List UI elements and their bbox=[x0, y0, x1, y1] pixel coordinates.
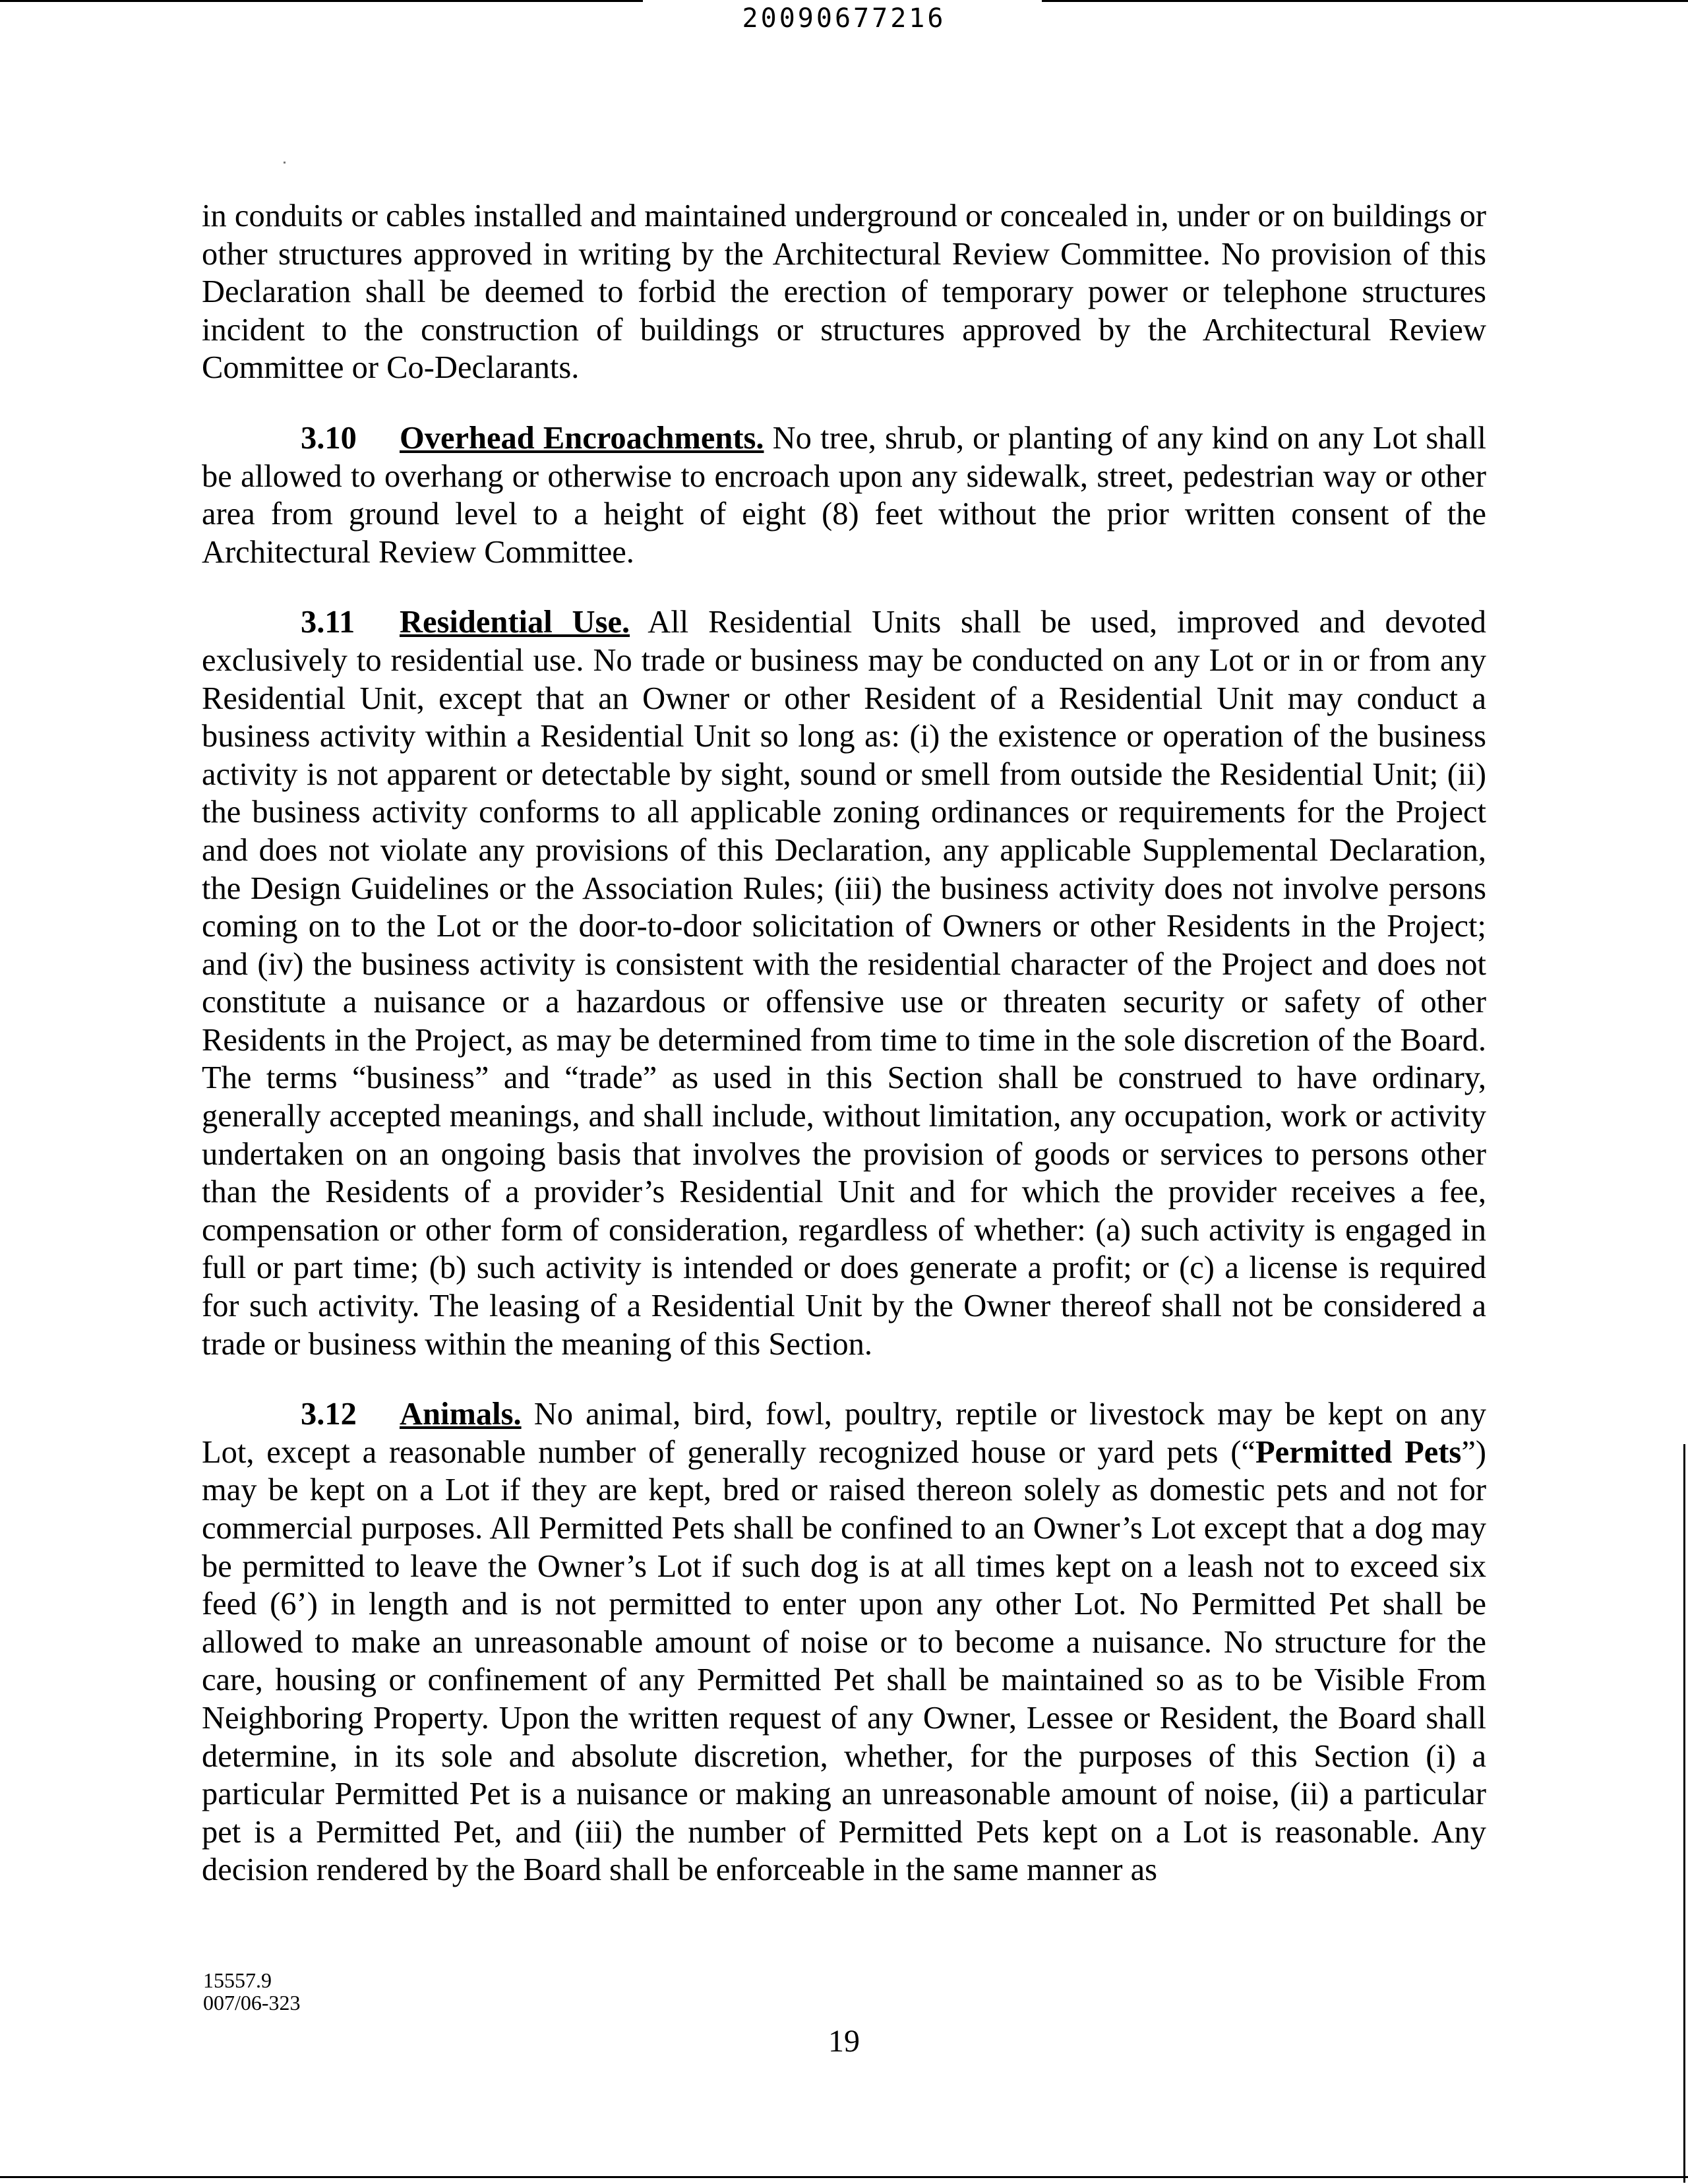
scan-border-top-left bbox=[0, 0, 643, 2]
scan-border-bottom bbox=[0, 2176, 1688, 2178]
page-number: 19 bbox=[828, 2024, 860, 2059]
section-number: 3.12 bbox=[301, 1397, 357, 1432]
section-text-continued: ”) may be kept on a Lot if they are kept, bred or raised thereon solely as domestic pets and not for commercial purposes. All Permitted Pets shall be confined to an Owner’s Lot except that a dog may be permitted to leave the Owner’s Lot if such dog is at all times kept on a leash not to exceed six feed (6’) in length and is not permitted to enter upon any other Lot. No Permitted Pet shall be allowed to make an unreasonable amount of noise or to become a nuisance. No structure for the care, housing or confinement of any Permitted Pet shall be maintained so as to be Visible From Neighboring Property. Upon the written request of any Owner, Lessee or Resident, the Board shall determine, in its sole and absolute discretion, whether, for the purposes of this Section (i) a particular Permitted Pet is a nuisance or making an unreasonable amount of noise, (ii) a particular pet is a Permitted Pet, and (iii) the number of Permitted Pets kept on a Lot is reasonable. Any decision rendered by the Board shall be enforceable in the same manner as bbox=[202, 1434, 1486, 1888]
scan-border-top-right bbox=[1042, 0, 1688, 2]
section-text: No animal, bird, fowl, poultry, reptile or livestock may be kept on any Lot, except a reasonable number of generally recognized house or yard pets (“ bbox=[202, 1397, 1486, 1470]
section-text: No tree, shrub, or planting of any kind on any Lot shall be allowed to overhang or otherwise to encroach upon any sidewalk, street, pedestrian way or other area from ground level to a height of eight (8) feet without the prior written consent of the Architectural Review Committee. bbox=[202, 420, 1486, 570]
footer-code-line-1: 15557.9 bbox=[203, 1968, 272, 1992]
section-number: 3.11 bbox=[301, 605, 355, 640]
section-3-12 bbox=[202, 1395, 1486, 1889]
section-title: Residential Use. bbox=[400, 605, 630, 640]
scan-border-right bbox=[1683, 1444, 1685, 2183]
section-text: All Residential Units shall be used, improved and devoted exclusively to residential use. No trade or business may be conducted on any Lot or in or from any Residential Unit, except that an Owner or other Resident of a Residential Unit may conduct a business activity within a Residential Unit so long as: (i) the existence or operation of the business activity is not apparent or detectable by sight, sound or smell from outside the Residential Unit; (ii) the business activity conforms to all applicable zoning ordinances or requirements for the Project and does not violate any provisions of this Declaration, any applicable Supplemental Declaration, the Design Guidelines or the Association Rules; (iii) the business activity does not involve persons coming on to the Lot or the door-to-door solicitation of Owners or other Residents in the Project; and (iv) the business activity is consistent with the residential character of the Project and does not constitute a nuisance or a hazardous or offensive use or threaten security or safety of other Residents in the Project, as may be determined from time to time in the sole discretion of the Board. The terms “business” and “trade” as used in this Section shall be construed to have ordinary, generally accepted meanings, and shall include, without limitation, any occupation, work or activity undertaken on an ongoing basis that involves the provision of goods or services to persons other than the Residents of a provider’s Residential Unit and for which the provider receives a fee, compensation or other form of consideration, regardless of whether: (a) such activity is engaged in full or part time; (b) such activity is intended or does generate a profit; or (c) a license is required for such activity. The leasing of a Residential Unit by the Owner thereof shall not be considered a trade or business within the meaning of this Section. bbox=[202, 605, 1486, 1362]
defined-term: Permitted Pets bbox=[1255, 1434, 1462, 1470]
section-3-11 bbox=[202, 603, 1486, 1363]
section-title: Animals. bbox=[400, 1397, 522, 1432]
scan-speck bbox=[284, 162, 286, 164]
continuation-paragraph: in conduits or cables installed and maintained underground or concealed in, under or on buildings or other structures approved in writing by the Architectural Review Committee. No provision of this Declaration shall be deemed to forbid the erection of temporary power or telephone structures incident to the construction of buildings or structures approved by the Architectural Review Committee or Co-Declarants. bbox=[202, 198, 1486, 386]
section-title: Overhead Encroachments. bbox=[400, 420, 764, 456]
section-number: 3.10 bbox=[301, 420, 357, 456]
section-3-10 bbox=[202, 419, 1486, 571]
footer-code-line-2: 007/06-323 bbox=[203, 1991, 301, 2015]
recording-number: 20090677216 bbox=[742, 3, 946, 34]
footer-document-code bbox=[203, 1969, 301, 2014]
document-body bbox=[202, 197, 1486, 1889]
